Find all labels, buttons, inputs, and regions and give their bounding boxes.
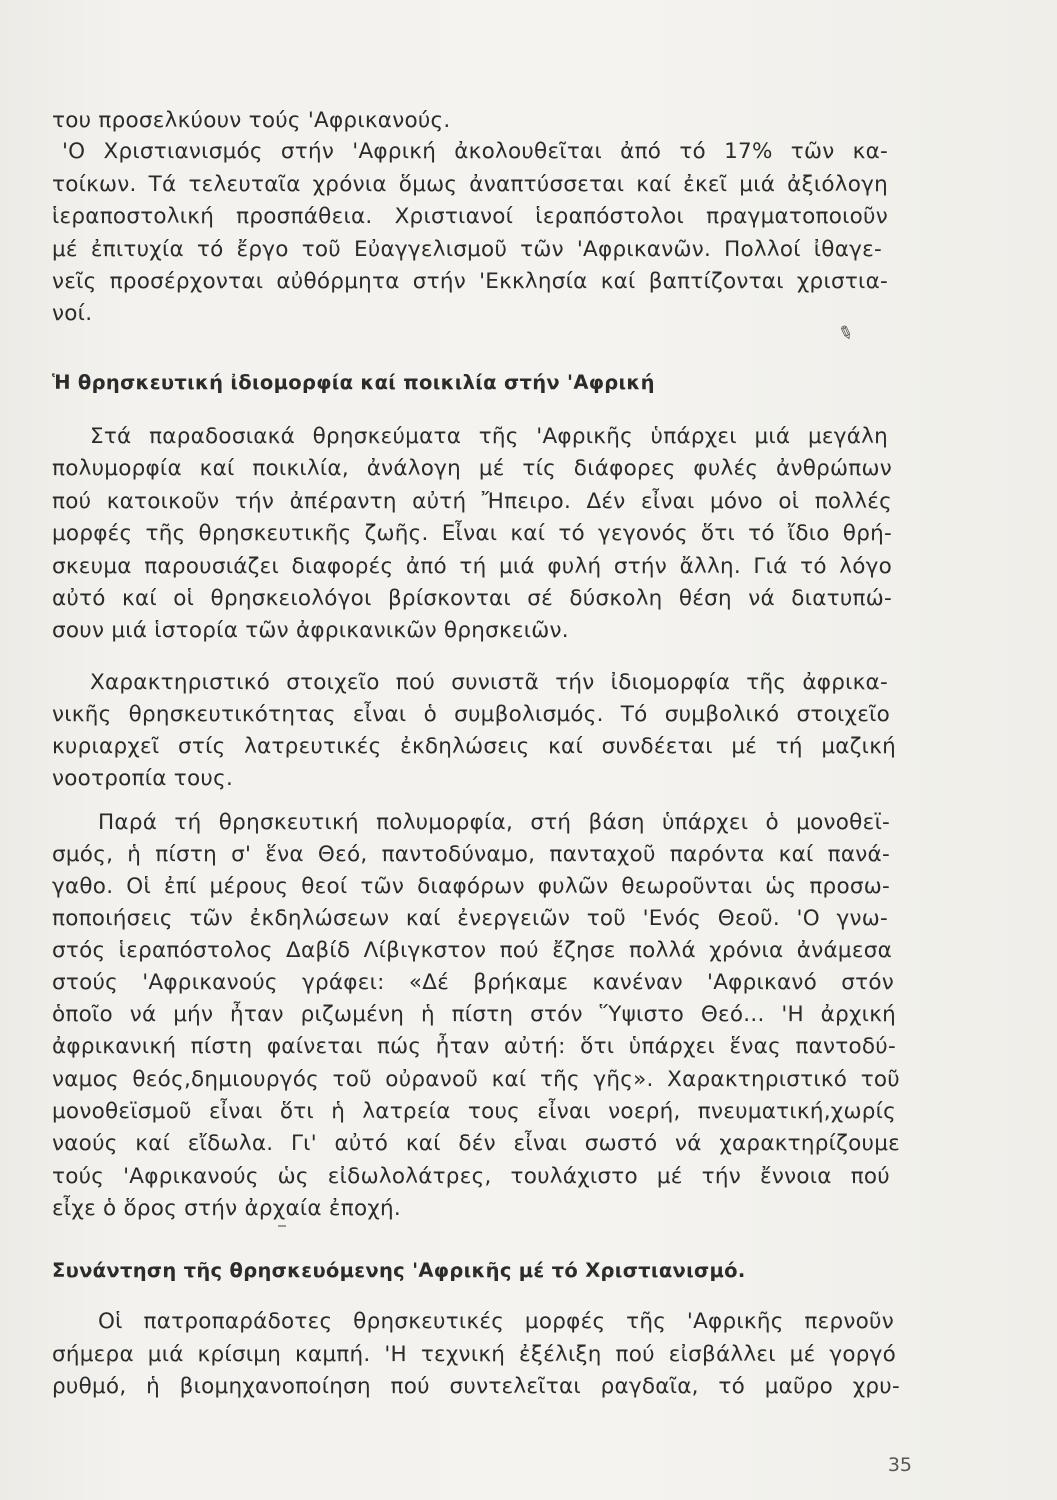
page-number: 35 [887, 1454, 912, 1476]
text-line: μονοθεϊσμοῦ εἶναι ὅτι ἡ λατρεία τους εἶναι νοερή, πνευματική,χωρίς [52, 1099, 896, 1124]
text-line: αὐτό καί οἱ θρησκειολόγοι βρίσκονται σέ δύσκολη θέση νά διατυπώ- [52, 586, 892, 611]
section-heading: Συνάντηση τῆς θρησκευόμενης 'Αφρικῆς μέ τό Χριστιανισμό. [52, 1259, 746, 1282]
text-line: Οἱ πατροπαράδοτες θρησκευτικές μορφές τῆς 'Αφρικῆς περνοῦν [98, 1309, 894, 1334]
text-line: Παρά τή θρησκευτική πολυμορφία, στή βάση ὑπάρχει ὁ μονοθεϊ- [98, 810, 890, 835]
text-line: Χαρακτηριστικό στοιχεῖο πού συνιστᾶ τήν ἰδιομορφία τῆς ἀφρικα- [90, 670, 888, 695]
text-line: τούς 'Αφρικανούς ὡς εἰδωλολάτρες, τουλάχιστο μέ τήν ἔννοια πού [52, 1164, 890, 1189]
text-line: κυριαρχεῖ στίς λατρευτικές ἐκδηλώσεις καί συνδέεται μέ τή μαζική [52, 734, 896, 759]
text-line: ὁποῖο νά μήν ἦταν ριζωμένη ἡ πίστη στόν Ὕψιστο Θεό... 'Η ἀρχική [52, 1002, 896, 1027]
section-heading: Ἡ θρησκευτική ἰδιομορφία καί ποικιλία στήν 'Αφρική [52, 371, 655, 394]
text-line: νοί. [52, 301, 93, 326]
text-line: νοοτροπία τους. [52, 766, 234, 791]
stray-dash [278, 1225, 286, 1227]
text-line: στούς 'Αφρικανούς γράφει: «Δέ βρήκαμε κανέναν 'Αφρικανό στόν [52, 970, 894, 995]
stray-mark: ✎ [834, 321, 857, 346]
text-line: σουν μιά ἱστορία τῶν ἀφρικανικῶν θρησκειῶν. [52, 618, 569, 643]
text-line: ρυθμό, ἡ βιομηχανοποίηση πού συντελεῖται ραγδαῖα, τό μαῦρο χρυ- [52, 1374, 900, 1399]
text-line: εἶχε ὁ ὅρος στήν ἀρχαία ἐποχή. [52, 1196, 402, 1221]
text-line: νικῆς θρησκευτικότητας εἶναι ὁ συμβολισμός. Τό συμβολικό στοιχεῖο [52, 702, 890, 727]
text-line: 'Ο Χριστιανισμός στήν 'Αφρική ἀκολουθεῖται ἀπό τό 17% τῶν κα- [62, 139, 888, 164]
text-line: ναούς καί εἴδωλα. Γι' αὐτό καί δέν εἶναι σωστό νά χαρακτηρίζουμε [52, 1131, 900, 1156]
text-line: ἀφρικανική πίστη φαίνεται πώς ἦταν αὐτή: ὅτι ὑπάρχει ἕνας παντοδύ- [52, 1034, 896, 1059]
text-line: ποποιήσεις τῶν ἐκδηλώσεων καί ἐνεργειῶν τοῦ 'Ενός Θεοῦ. 'Ο γνω- [52, 906, 888, 931]
text-line: ναμος θεός,δημιουργός τοῦ οὐρανοῦ καί τῆς γῆς». Χαρακτηριστικό τοῦ [52, 1067, 900, 1092]
text-line: πολυμορφία καί ποικιλία, ἀνάλογη μέ τίς διάφορες φυλές ἀνθρώπων [52, 456, 892, 481]
text-line: Στά παραδοσιακά θρησκεύματα τῆς 'Αφρικῆς ὑπάρχει μιά μεγάλη [90, 424, 888, 449]
text-line: μέ ἐπιτυχία τό ἔργο τοῦ Εὐαγγελισμοῦ τῶν 'Αφρικανῶν. Πολλοί ἰθαγε- [52, 237, 882, 262]
text-line: στός ἱεραπόστολος Δαβίδ Λίβιγκστον πού ἔζησε πολλά χρόνια ἀνάμεσα [52, 938, 892, 963]
text-line: σήμερα μιά κρίσιμη καμπή. 'Η τεχνική ἐξέλιξη πού εἰσβάλλει μέ γοργό [52, 1342, 896, 1367]
text-line: σκευμα παρουσιάζει διαφορές ἀπό τή μιά φυλή στήν ἄλλη. Γιά τό λόγο [52, 554, 892, 579]
text-line: γαθο. Οἱ ἐπί μέρους θεοί τῶν διαφόρων φυλῶν θεωροῦνται ὡς προσω- [52, 874, 890, 899]
text-line: νεῖς προσέρχονται αὐθόρμητα στήν 'Εκκλησία καί βαπτίζονται χριστια- [52, 269, 888, 294]
text-line: του προσελκύουν τούς 'Αφρικανούς. [52, 108, 451, 133]
text-line: πού κατοικοῦν τήν ἀπέραντη αὐτή Ἤπειρο. Δέν εἶναι μόνο οἱ πολλές [52, 489, 892, 514]
text-line: σμός, ἡ πίστη σ' ἕνα Θεό, παντοδύναμο, πανταχοῦ παρόντα καί πανά- [52, 842, 890, 867]
text-line: ἱεραποστολική προσπάθεια. Χριστιανοί ἱεραπόστολοι πραγματοποιοῦν [52, 204, 888, 229]
text-line: τοίκων. Τά τελευταῖα χρόνια ὅμως ἀναπτύσσεται καί ἐκεῖ μιά ἀξιόλογη [52, 172, 888, 197]
text-line: μορφές τῆς θρησκευτικῆς ζωῆς. Εἶναι καί τό γεγονός ὅτι τό ἴδιο θρή- [52, 521, 892, 546]
